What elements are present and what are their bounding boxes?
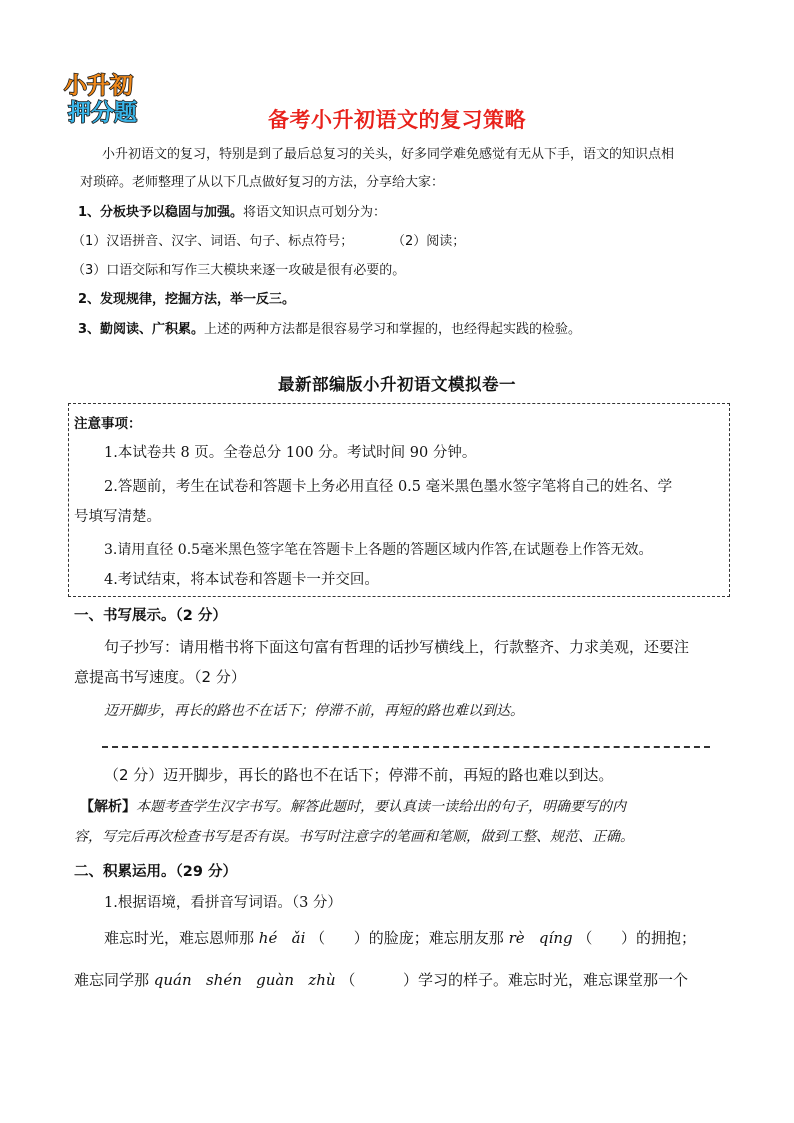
tip-1-bold: 1、分板块予以稳固与加强。	[78, 205, 244, 220]
pinyin-heai: hé ǎi	[258, 929, 306, 947]
exam-title: 最新部编版小升初语文模拟卷一	[278, 375, 516, 394]
tip-1	[78, 203, 386, 223]
copy-sentence: 迈开脚步，再长的路也不在话下；停滞不前，再短的路也难以到达。	[104, 703, 524, 719]
logo-text-line1: 小升初	[64, 73, 133, 99]
pinyin-line-1	[104, 927, 696, 949]
notice-box	[68, 403, 730, 597]
pinyin-line-2-text-a: 难忘同学那	[74, 971, 150, 989]
pinyin-line-1-text-a: 难忘时光，难忘恩师那	[104, 929, 255, 947]
sub-item-1b: （2）阅读；	[392, 234, 466, 249]
part-1-question-line-2: 意提高书写速度。（2 分）	[74, 668, 246, 686]
intro-line-2: 对琐碎。老师整理了从以下几点做好复习的方法，分享给大家：	[80, 175, 445, 190]
pinyin-line-2	[74, 969, 688, 991]
pinyin-quanshenguanzhu: quán shén guàn zhù	[153, 971, 336, 989]
part-2-question-1: 1.根据语境，看拼音写词语。（3 分）	[104, 895, 342, 911]
part-1-answer: （2 分）迈开脚步，再长的路也不在话下；停滞不前，再短的路也难以到达。	[104, 766, 614, 784]
part-1-heading: 一、书写展示。（2 分）	[74, 608, 227, 624]
part-1-question-line-1: 句子抄写：请用楷书将下面这句富有哲理的话抄写横线上，行款整齐、力求美观，还要注	[104, 638, 690, 656]
answer-blank-3[interactable]: （ ）学习的样子。难忘时光，难忘课堂那一个	[340, 971, 689, 989]
analysis-text-1: 本题考查学生汉字书写。解答此题时，要认真读一读给出的句子，明确要写的内	[136, 799, 626, 815]
answer-blank-2[interactable]: （ ）的拥抱；	[577, 929, 696, 947]
notice-item-2: 2.答题前，考生在试卷和答题卡上务必用直径 0.5 毫米黑色墨水签字笔将自己的姓名、学	[104, 479, 673, 495]
intro-line-1: 小升初语文的复习，特别是到了最后总复习的关头，好多同学难免感觉有无从下手，语文的知识点相	[102, 147, 675, 162]
sub-item-1c: （3）口语交际和写作三大模块来逐一攻破是很有必要的。	[72, 263, 406, 278]
tip-3-bold: 3、勤阅读、广积累。	[78, 322, 205, 337]
part-1-analysis-line-1	[80, 796, 626, 818]
analysis-label: 【解析】	[80, 799, 136, 815]
answer-blank-1[interactable]: （ ）的脸庞；难忘朋友那	[310, 929, 504, 947]
tip-1-rest: 将语文知识点可划分为：	[243, 205, 387, 220]
page-title: 备考小升初语文的复习策略	[268, 107, 526, 132]
tip-2: 2、发现规律，挖掘方法，举一反三。	[78, 292, 296, 307]
part-1-analysis-line-2: 容，写完后再次检查书写是否有误。书写时注意字的笔画和笔顺，做到工整、规范、正确。	[74, 829, 634, 845]
notice-item-1: 1.本试卷共 8 页。全卷总分 100 分。考试时间 90 分钟。	[104, 445, 477, 461]
notice-item-2-cont: 号填写清楚。	[74, 509, 161, 525]
logo-text-line2: 押分题	[68, 100, 137, 126]
part-2-heading: 二、积累运用。（29 分）	[74, 864, 237, 880]
pinyin-reqing: rè qíng	[508, 929, 573, 947]
notice-item-3: 3.请用直径 0.5毫米黑色签字笔在答题卡上各题的答题区域内作答,在试题卷上作答无效。	[104, 542, 653, 558]
sub-item-1a: （1）汉语拼音、汉字、词语、句子、标点符号；	[72, 234, 354, 249]
notice-heading: 注意事项：	[74, 416, 142, 432]
writing-line	[102, 746, 710, 748]
tip-3	[78, 320, 581, 340]
tip-3-rest: 上述的两种方法都是很容易学习和掌握的，也经得起实践的检验。	[204, 322, 582, 337]
notice-item-4: 4.考试结束，将本试卷和答题卡一并交回。	[104, 572, 379, 588]
